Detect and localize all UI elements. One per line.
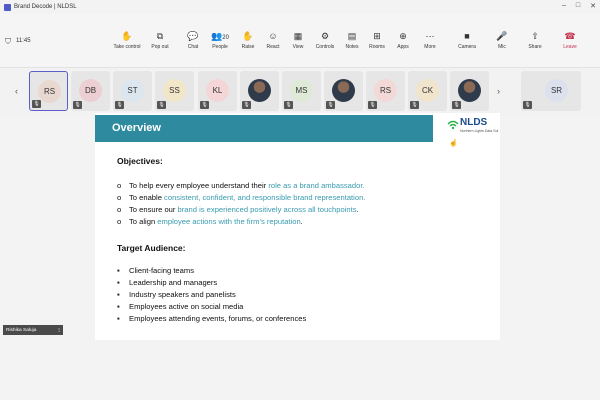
objective-text-end: . <box>356 205 359 214</box>
shared-slide <box>95 113 500 340</box>
mic-icon: 🎤 <box>496 31 508 41</box>
people-count: 20 <box>222 35 229 41</box>
audience-text: Employees active on social media <box>129 302 244 311</box>
circle-bullet-icon: o <box>117 181 122 190</box>
pop-out-icon: ⧉ <box>156 31 164 41</box>
avatar <box>458 79 481 102</box>
share-label: Share <box>528 44 542 50</box>
view-label: View <box>292 44 304 50</box>
more-label: More <box>424 44 436 50</box>
take-control-label: Take control <box>113 44 141 50</box>
camera-icon: ■ <box>464 31 470 41</box>
objective-text-end: . <box>300 217 303 226</box>
mic-button[interactable] <box>487 31 517 57</box>
audience-text: Employees attending events, forums, or conferences <box>129 314 307 323</box>
avatar: RS <box>374 79 397 102</box>
camera-button[interactable] <box>452 31 482 57</box>
participant-tile[interactable] <box>155 71 194 111</box>
list-item <box>117 180 365 192</box>
square-bullet-icon: ▪ <box>117 314 120 323</box>
raise-icon: ✋ <box>242 31 254 41</box>
square-bullet-icon: ▪ <box>117 290 120 299</box>
view-button[interactable] <box>283 31 313 57</box>
audience-text: Leadership and managers <box>129 278 218 287</box>
apps-button[interactable] <box>388 31 418 57</box>
controls-icon: ⚙ <box>320 31 330 41</box>
avatar: DB <box>79 79 102 102</box>
meeting-time: 11:45 <box>16 38 31 44</box>
controls-label: Controls <box>315 44 335 50</box>
react-label: React <box>266 44 280 50</box>
participant-tile[interactable] <box>29 71 68 111</box>
square-bullet-icon: ▪ <box>117 302 120 311</box>
participant-tile[interactable] <box>521 71 581 111</box>
audience-heading: Target Audience: <box>117 243 186 253</box>
list-item <box>117 289 306 301</box>
list-item <box>117 313 306 325</box>
audience-text: Client-facing teams <box>129 266 194 275</box>
avatar: ST <box>121 79 144 102</box>
rooms-icon: ⊞ <box>373 31 381 41</box>
avatar: SS <box>163 79 186 102</box>
wifi-logo-icon <box>447 119 459 131</box>
mic-muted-icon: 🎙 <box>243 102 250 108</box>
objective-highlight: consistent, confident, and responsible brand representation. <box>164 193 366 202</box>
nlds-logo <box>447 117 499 141</box>
chevron-left-icon[interactable]: ‹ <box>15 86 18 96</box>
mic-muted-icon: 🎙 <box>327 102 334 108</box>
chat-button[interactable] <box>178 31 208 57</box>
participant-tile[interactable] <box>366 71 405 111</box>
leave-button[interactable] <box>555 31 585 57</box>
mic-muted-icon: 🎙 <box>411 102 418 108</box>
avatar: MS <box>290 79 313 102</box>
mic-label: Mic <box>498 44 506 50</box>
window-controls <box>562 2 596 10</box>
pop-out-button[interactable] <box>145 31 175 57</box>
more-icon: ⋯ <box>425 31 435 41</box>
avatar: SR <box>545 79 568 102</box>
chat-icon: 💬 <box>187 31 199 41</box>
apps-label: Apps <box>397 44 409 50</box>
controls-button[interactable] <box>310 31 340 57</box>
mic-muted-icon: 🎙 <box>33 101 40 107</box>
objective-text: To help every employee understand their <box>129 181 269 190</box>
list-item <box>117 192 365 204</box>
title-bar <box>0 0 600 14</box>
objective-highlight: employee actions with the firm’s reputation <box>157 217 301 226</box>
avatar: RS <box>38 80 61 103</box>
list-item <box>117 277 306 289</box>
pop-out-label: Pop out <box>151 44 169 50</box>
participant-tile[interactable] <box>282 71 321 111</box>
notes-icon: ▤ <box>347 31 357 41</box>
objective-text: To align <box>129 217 158 226</box>
chevron-right-icon[interactable]: › <box>497 86 500 96</box>
avatar <box>332 79 355 102</box>
mic-muted-icon: 🎙 <box>158 102 165 108</box>
square-bullet-icon: ▪ <box>117 278 120 287</box>
leave-icon: ☎ <box>564 31 576 41</box>
react-icon: ☺ <box>268 31 278 41</box>
leave-label: Leave <box>563 44 577 50</box>
people-label: People <box>212 44 228 50</box>
slide-title: Overview <box>95 115 433 142</box>
camera-label: Camera <box>458 44 476 50</box>
participant-tile[interactable] <box>408 71 447 111</box>
mic-muted-icon: 🎙 <box>116 102 123 108</box>
mic-muted-icon: 🎙 <box>453 102 460 108</box>
maximize-button[interactable]: □ <box>575 2 581 9</box>
list-item <box>117 301 306 313</box>
square-bullet-icon: ▪ <box>117 266 120 275</box>
presenter-name: Rishika Saluja <box>6 327 37 333</box>
participant-tile[interactable] <box>198 71 237 111</box>
rooms-label: Rooms <box>369 44 385 50</box>
participant-tile[interactable] <box>450 71 489 111</box>
more-button[interactable] <box>415 31 445 57</box>
apps-icon: ⊕ <box>399 31 407 41</box>
notes-label: Notes <box>345 44 359 50</box>
people-button[interactable] <box>205 31 235 57</box>
objective-text: To enable <box>129 193 165 202</box>
logo-subtext: Northern Lights Data Sol <box>460 129 499 133</box>
people-icon: 👥20 <box>211 31 229 41</box>
take-control-button[interactable] <box>112 31 142 57</box>
avatar: KL <box>206 79 229 102</box>
presenter-label <box>3 325 63 335</box>
objectives-heading: Objectives: <box>117 156 163 166</box>
share-icon: ⇧ <box>531 31 539 41</box>
mic-muted-icon: 🎙 <box>285 102 292 108</box>
circle-bullet-icon: o <box>117 205 122 214</box>
participant-tile[interactable] <box>113 71 152 111</box>
objective-highlight: role as a brand ambassador. <box>268 181 365 190</box>
avatar <box>248 79 271 102</box>
list-item <box>117 265 306 277</box>
share-button[interactable] <box>520 31 550 57</box>
window-title: Brand Decode | NLDSL <box>14 4 77 10</box>
audience-text: Industry speakers and panelists <box>129 290 236 299</box>
mic-muted-icon: 🎙 <box>369 102 376 108</box>
objective-highlight: brand is experienced positively across all touchpoints <box>177 205 357 214</box>
mic-muted-icon: 🎙 <box>74 102 81 108</box>
shield-icon: ⛉ <box>5 37 11 46</box>
logo-text: NLDS <box>460 117 488 128</box>
mic-muted-icon: 🎙 <box>201 102 208 108</box>
circle-bullet-icon: o <box>117 217 122 226</box>
avatar: CK <box>416 79 439 102</box>
more-options-icon[interactable]: ⁝ <box>58 327 60 334</box>
participant-tile[interactable] <box>324 71 363 111</box>
participant-tile[interactable] <box>71 71 110 111</box>
take-control-icon: ✋ <box>121 31 133 41</box>
raise-label: Raise <box>241 44 255 50</box>
list-item <box>117 204 365 216</box>
view-icon: ▦ <box>293 31 303 41</box>
participant-tile[interactable] <box>240 71 279 111</box>
objective-text: To ensure our <box>129 205 178 214</box>
objectives-list <box>117 180 365 228</box>
mic-muted-icon: 🎙 <box>524 102 531 108</box>
circle-bullet-icon: o <box>117 193 122 202</box>
close-button[interactable]: ✕ <box>590 3 596 10</box>
mouse-cursor-icon: ☝ <box>449 140 458 147</box>
minimize-button[interactable]: – <box>561 2 566 9</box>
teams-app-icon <box>4 4 11 11</box>
audience-list <box>117 265 306 325</box>
list-item <box>117 216 365 228</box>
chat-label: Chat <box>187 44 199 50</box>
